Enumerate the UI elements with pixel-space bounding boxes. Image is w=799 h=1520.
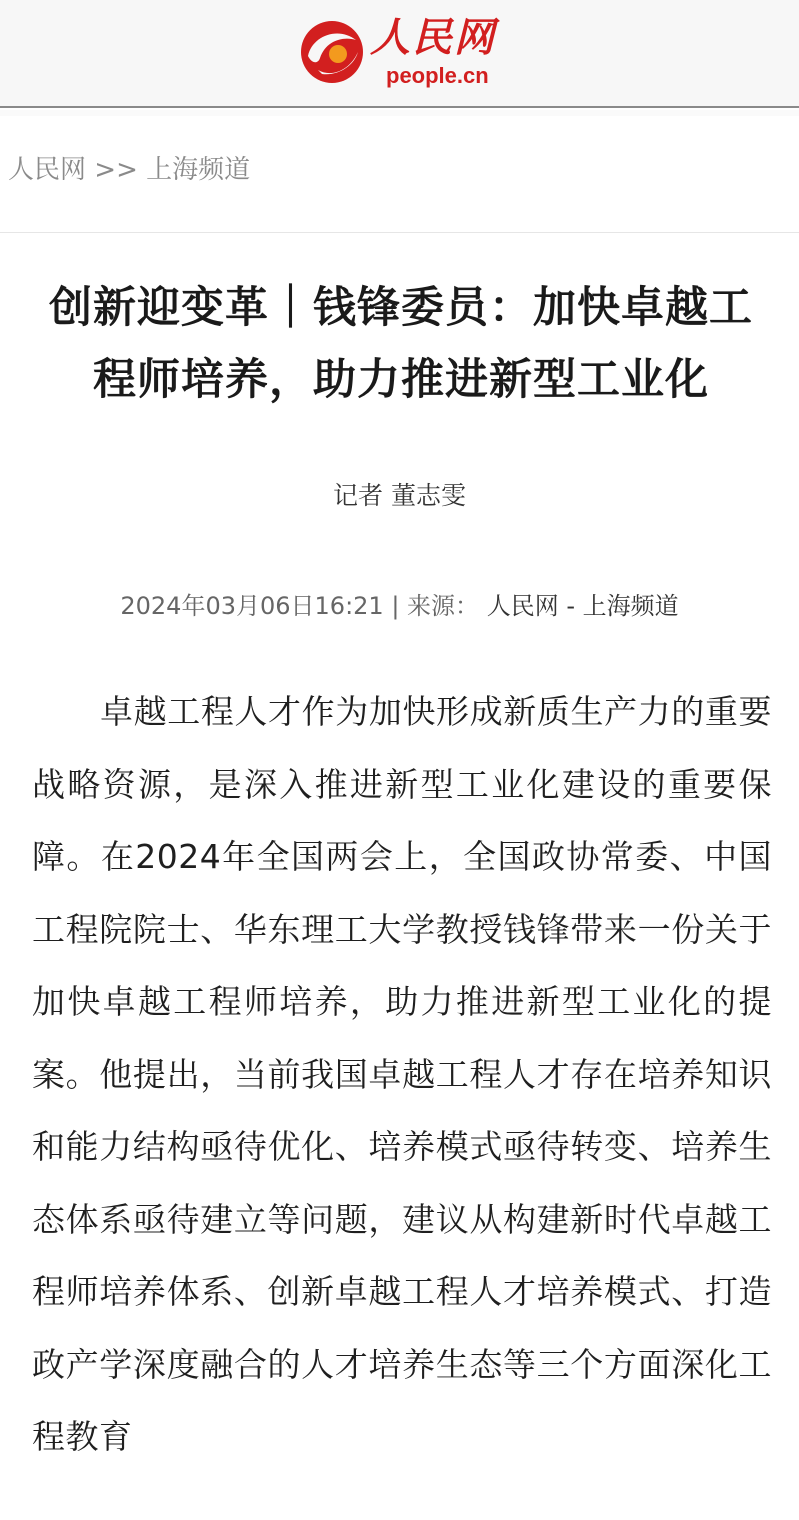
logo-swirl-icon: [298, 18, 366, 86]
header-strip: [0, 110, 799, 116]
breadcrumb-separator: >>: [94, 155, 138, 185]
article-author: 记者 董志雯: [333, 481, 466, 510]
breadcrumb-channel-link[interactable]: 上海频道: [146, 155, 251, 185]
people-cn-logo[interactable]: [298, 12, 508, 92]
article-meta: [0, 588, 799, 624]
article-title: 创新迎变革｜钱锋委员：加快卓越工程师培养，助力推进新型工业化: [49, 283, 753, 405]
article-body-paragraph: 卓越工程人才作为加快形成新质生产力的重要战略资源，是深入推进新型工业化建设的重要保障。在2024年全国两会上，全国政协常委、中国工程院院士、华东理工大学教授钱锋带来一份关于加快卓越工程师培养，助力推进新型工业化的提案。他提出，当前我国卓越工程人才存在培养知识和能力结构亟待优化、培养模式亟待转变、培养生态体系亟待建立等问题，建议从构建新时代卓越工程师培养体系、创新卓越工程人才培养模式、打造政产学深度融合的人才培养生态等三个方面深化工程教育: [32, 692, 772, 1456]
breadcrumb: [8, 152, 250, 188]
site-header: [0, 0, 799, 108]
logo-english-text: people.cn: [386, 63, 489, 88]
article-datetime: 2024年03月06日16:21: [120, 592, 384, 620]
source-label: | 来源：: [391, 592, 480, 620]
article-source-link[interactable]: 人民网 - 上海频道: [486, 592, 679, 620]
divider: [0, 232, 799, 233]
logo-chinese-text: 人民网: [370, 14, 496, 61]
breadcrumb-home-link[interactable]: 人民网: [8, 155, 87, 185]
